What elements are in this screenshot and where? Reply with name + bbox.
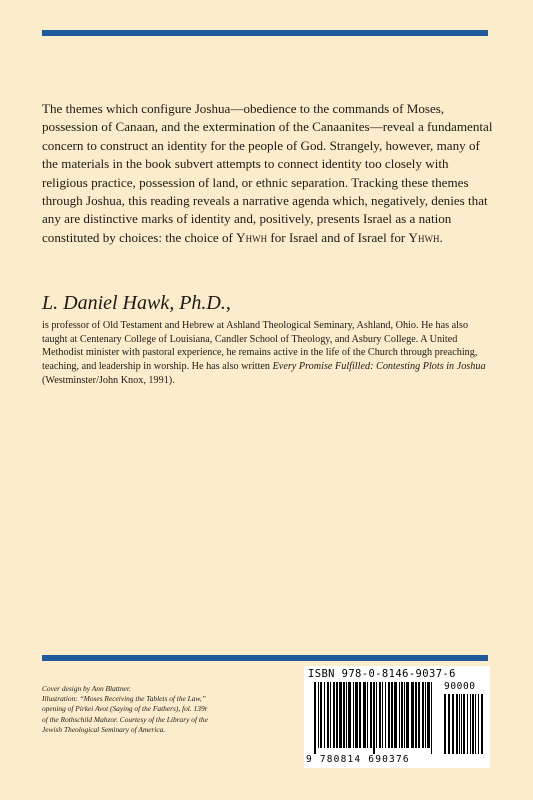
blurb-text: The themes which configure Joshua—obedience to the commands of Moses, possession of Canaan, and the extermination of the Canaanites—reveal a fundamental concern to construct an identity for the people of God. Strangely, however, many of the materials in the book subvert attempts to connect identity too closely with religious practice, possession of land, or ethnic separation. Tracking these themes through Joshua, this reading reveals a narrative agenda which, negatively, denies that any are distinctive marks of identity and, positively, presents Israel as a nation constituted by choices: the choice of [42, 101, 493, 245]
credit-line: of the Rothschild Mahzor. Courtesy of the Library of the [42, 714, 208, 724]
barcode-bar [422, 682, 424, 748]
barcode-bar [348, 682, 351, 748]
barcode-bars [310, 682, 486, 754]
credit-line: Jewish Theological Seminary of America. [42, 724, 166, 734]
credit-line: Cover design by Ann Blattner. [42, 684, 131, 693]
barcode-bar [399, 682, 400, 748]
barcode-addon-bar [456, 694, 458, 754]
barcode-bar [367, 682, 368, 748]
barcode-box [304, 666, 490, 768]
barcode-bar [363, 682, 366, 748]
barcode-addon-bar [459, 694, 460, 754]
barcode-bar [431, 682, 432, 754]
barcode-bar [370, 682, 372, 748]
bio-text: is professor of Old Testament and Hebrew at Ashland Theological Seminary, Ashland, Ohio. He has also taught at Centenary College of Louisiana, Candler School of Theology, and Asbury College. A United Methodist minister with pastoral experience, he remains active in the life of the Church through preaching, teaching, and leadership in worship. He has also written [42, 320, 478, 373]
barcode-addon-bar [481, 694, 483, 754]
barcode-addon-bar [467, 694, 468, 754]
barcode-bar [314, 682, 316, 754]
blurb-yhwh: Yhwh [236, 229, 268, 245]
barcode-bar [355, 682, 358, 748]
barcode-addon-bar [478, 694, 479, 754]
barcode-bar [418, 682, 420, 748]
barcode-bar [359, 682, 361, 748]
barcode-bar [394, 682, 397, 748]
ean-number: 9 780814 690376 [306, 754, 410, 765]
barcode-bar [415, 682, 417, 748]
barcode-bar [427, 682, 430, 748]
blurb-text: for Israel and of Israel for [267, 229, 409, 245]
barcode-bar [324, 682, 325, 748]
bio-book-title: Every Promise Fulfilled: Contesting Plots in Joshua [272, 361, 486, 373]
barcode-bar [373, 682, 375, 754]
barcode-bar [327, 682, 329, 748]
barcode-addon-bar [463, 694, 465, 754]
barcode-bar [411, 682, 414, 748]
author-bio [42, 319, 494, 388]
barcode-bar [346, 682, 347, 748]
barcode-bar [318, 682, 319, 748]
barcode-addon-bar [452, 694, 454, 754]
addon-number: 90000 [444, 681, 476, 692]
isbn-label: ISBN 978-0-8146-9037-6 [308, 668, 456, 680]
credit-line: Illustration: “Moses Receiving the Tablets of the Law,” [42, 694, 206, 704]
author-name: L. Daniel Hawk, Ph.D., [42, 292, 231, 314]
barcode-bar [406, 682, 409, 748]
barcode-bar [388, 682, 390, 748]
barcode-bar [404, 682, 405, 748]
barcode-bar [391, 682, 393, 748]
blurb-yhwh: Yhwh [408, 229, 440, 245]
barcode-addon-bar [444, 694, 446, 754]
barcode-bar [330, 682, 331, 748]
barcode-bar [343, 682, 345, 748]
bio-text: (Westminster/John Knox, 1991). [42, 374, 175, 386]
bottom-blue-rule [42, 655, 488, 661]
cover-credits [42, 684, 302, 735]
barcode-bar [353, 682, 354, 748]
barcode-bar [425, 682, 426, 748]
barcode-bar [385, 682, 386, 748]
blurb-text: . [439, 229, 443, 245]
barcode-bar [376, 682, 377, 748]
cover-blurb [42, 100, 494, 247]
barcode-addon-bar [448, 694, 450, 754]
barcode-addon-bar [461, 694, 462, 754]
barcode-bar [336, 682, 338, 748]
barcode-bar [339, 682, 342, 748]
credit-line: opening of Pirkei Avot (Saying of the Fathers), fol. 139r [42, 704, 208, 714]
barcode-bar [401, 682, 403, 748]
top-blue-rule [42, 30, 488, 36]
barcode-addon-bar [470, 694, 471, 754]
barcode-bar [382, 682, 383, 748]
barcode-bar [333, 682, 335, 748]
barcode-bar [320, 682, 322, 748]
barcode-bar [379, 682, 381, 748]
barcode-addon-bar [472, 694, 474, 754]
barcode-addon-bar [475, 694, 476, 754]
